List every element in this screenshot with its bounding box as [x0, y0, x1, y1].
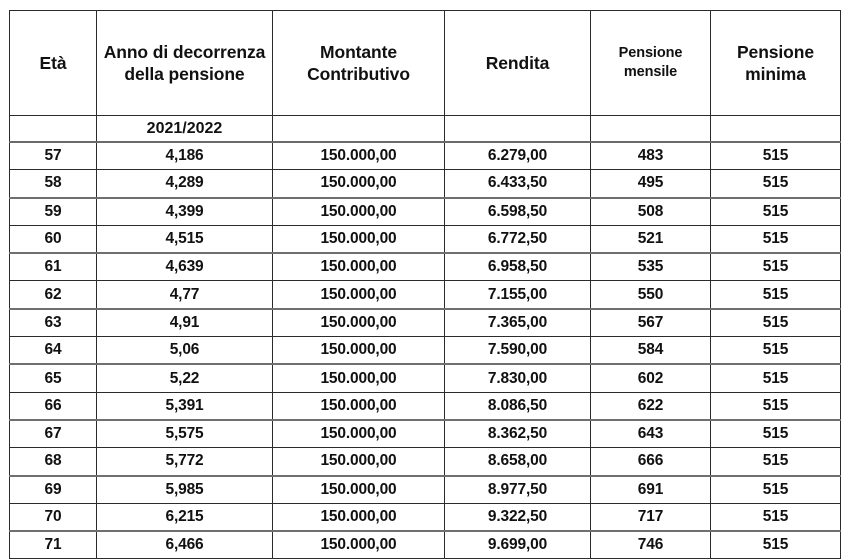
cell-rendita: 6.772,50	[445, 225, 591, 253]
table-row	[10, 225, 841, 253]
cell-mensile: 691	[591, 476, 711, 504]
cell-rendita: 7.155,00	[445, 281, 591, 309]
cell-eta: 70	[10, 503, 97, 531]
cell-eta: 60	[10, 225, 97, 253]
year-cell-montante	[273, 116, 445, 143]
cell-anno: 5,22	[97, 364, 273, 392]
table-row	[10, 170, 841, 198]
cell-anno: 4,515	[97, 225, 273, 253]
cell-montante: 150.000,00	[273, 281, 445, 309]
column-header-montante: Montante Contributivo	[273, 11, 445, 116]
cell-minima: 515	[711, 448, 841, 476]
table-row	[10, 337, 841, 365]
cell-mensile: 666	[591, 448, 711, 476]
cell-rendita: 6.279,00	[445, 142, 591, 170]
cell-minima: 515	[711, 253, 841, 281]
pension-table-container	[9, 10, 840, 554]
column-header-rendita: Rendita	[445, 11, 591, 116]
cell-montante: 150.000,00	[273, 420, 445, 448]
cell-montante: 150.000,00	[273, 198, 445, 226]
cell-minima: 515	[711, 337, 841, 365]
cell-montante: 150.000,00	[273, 225, 445, 253]
year-cell-anno: 2021/2022	[97, 116, 273, 143]
table-row	[10, 142, 841, 170]
cell-montante: 150.000,00	[273, 392, 445, 420]
table-row	[10, 198, 841, 226]
cell-anno: 5,985	[97, 476, 273, 504]
year-cell-rendita	[445, 116, 591, 143]
cell-mensile: 622	[591, 392, 711, 420]
cell-montante: 150.000,00	[273, 364, 445, 392]
cell-anno: 4,639	[97, 253, 273, 281]
table-row	[10, 531, 841, 559]
cell-mensile: 535	[591, 253, 711, 281]
cell-anno: 5,391	[97, 392, 273, 420]
cell-minima: 515	[711, 420, 841, 448]
table-row	[10, 253, 841, 281]
cell-eta: 62	[10, 281, 97, 309]
cell-minima: 515	[711, 364, 841, 392]
cell-rendita: 8.362,50	[445, 420, 591, 448]
cell-eta: 67	[10, 420, 97, 448]
year-cell-eta	[10, 116, 97, 143]
cell-eta: 58	[10, 170, 97, 198]
table-row	[10, 420, 841, 448]
cell-anno: 4,399	[97, 198, 273, 226]
cell-mensile: 643	[591, 420, 711, 448]
cell-rendita: 9.699,00	[445, 531, 591, 559]
cell-montante: 150.000,00	[273, 309, 445, 337]
column-header-mensile: Pensione mensile	[591, 11, 711, 116]
cell-minima: 515	[711, 531, 841, 559]
cell-minima: 515	[711, 225, 841, 253]
cell-montante: 150.000,00	[273, 448, 445, 476]
cell-minima: 515	[711, 503, 841, 531]
cell-rendita: 7.365,00	[445, 309, 591, 337]
cell-eta: 59	[10, 198, 97, 226]
cell-anno: 5,772	[97, 448, 273, 476]
cell-rendita: 6.958,50	[445, 253, 591, 281]
cell-anno: 4,186	[97, 142, 273, 170]
cell-minima: 515	[711, 142, 841, 170]
cell-eta: 66	[10, 392, 97, 420]
pension-table	[9, 10, 841, 559]
cell-montante: 150.000,00	[273, 253, 445, 281]
cell-minima: 515	[711, 392, 841, 420]
cell-mensile: 584	[591, 337, 711, 365]
cell-anno: 4,77	[97, 281, 273, 309]
cell-montante: 150.000,00	[273, 476, 445, 504]
cell-rendita: 7.590,00	[445, 337, 591, 365]
year-cell-mensile	[591, 116, 711, 143]
table-row	[10, 281, 841, 309]
cell-anno: 6,215	[97, 503, 273, 531]
cell-eta: 64	[10, 337, 97, 365]
cell-rendita: 9.322,50	[445, 503, 591, 531]
table-row	[10, 309, 841, 337]
cell-mensile: 495	[591, 170, 711, 198]
cell-anno: 5,575	[97, 420, 273, 448]
cell-minima: 515	[711, 309, 841, 337]
cell-eta: 71	[10, 531, 97, 559]
cell-montante: 150.000,00	[273, 142, 445, 170]
cell-mensile: 508	[591, 198, 711, 226]
column-header-eta: Età	[10, 11, 97, 116]
cell-minima: 515	[711, 170, 841, 198]
cell-mensile: 746	[591, 531, 711, 559]
cell-eta: 68	[10, 448, 97, 476]
cell-minima: 515	[711, 198, 841, 226]
cell-rendita: 6.433,50	[445, 170, 591, 198]
cell-anno: 4,91	[97, 309, 273, 337]
cell-montante: 150.000,00	[273, 503, 445, 531]
cell-rendita: 8.977,50	[445, 476, 591, 504]
cell-anno: 5,06	[97, 337, 273, 365]
header-row	[10, 11, 841, 116]
cell-montante: 150.000,00	[273, 337, 445, 365]
table-row	[10, 364, 841, 392]
cell-mensile: 550	[591, 281, 711, 309]
cell-eta: 61	[10, 253, 97, 281]
cell-anno: 6,466	[97, 531, 273, 559]
cell-rendita: 7.830,00	[445, 364, 591, 392]
cell-eta: 63	[10, 309, 97, 337]
cell-minima: 515	[711, 476, 841, 504]
cell-eta: 57	[10, 142, 97, 170]
table-row	[10, 392, 841, 420]
cell-mensile: 602	[591, 364, 711, 392]
cell-montante: 150.000,00	[273, 531, 445, 559]
column-header-minima: Pensione minima	[711, 11, 841, 116]
cell-rendita: 8.658,00	[445, 448, 591, 476]
year-cell-minima	[711, 116, 841, 143]
cell-mensile: 483	[591, 142, 711, 170]
cell-eta: 65	[10, 364, 97, 392]
cell-rendita: 6.598,50	[445, 198, 591, 226]
cell-minima: 515	[711, 281, 841, 309]
table-row	[10, 448, 841, 476]
table-header	[10, 11, 841, 116]
cell-anno: 4,289	[97, 170, 273, 198]
cell-mensile: 567	[591, 309, 711, 337]
cell-mensile: 521	[591, 225, 711, 253]
table-row	[10, 503, 841, 531]
table-body	[10, 116, 841, 559]
table-row	[10, 476, 841, 504]
year-row	[10, 116, 841, 143]
cell-rendita: 8.086,50	[445, 392, 591, 420]
cell-montante: 150.000,00	[273, 170, 445, 198]
column-header-anno: Anno di decorrenza della pensione	[97, 11, 273, 116]
cell-eta: 69	[10, 476, 97, 504]
cell-mensile: 717	[591, 503, 711, 531]
